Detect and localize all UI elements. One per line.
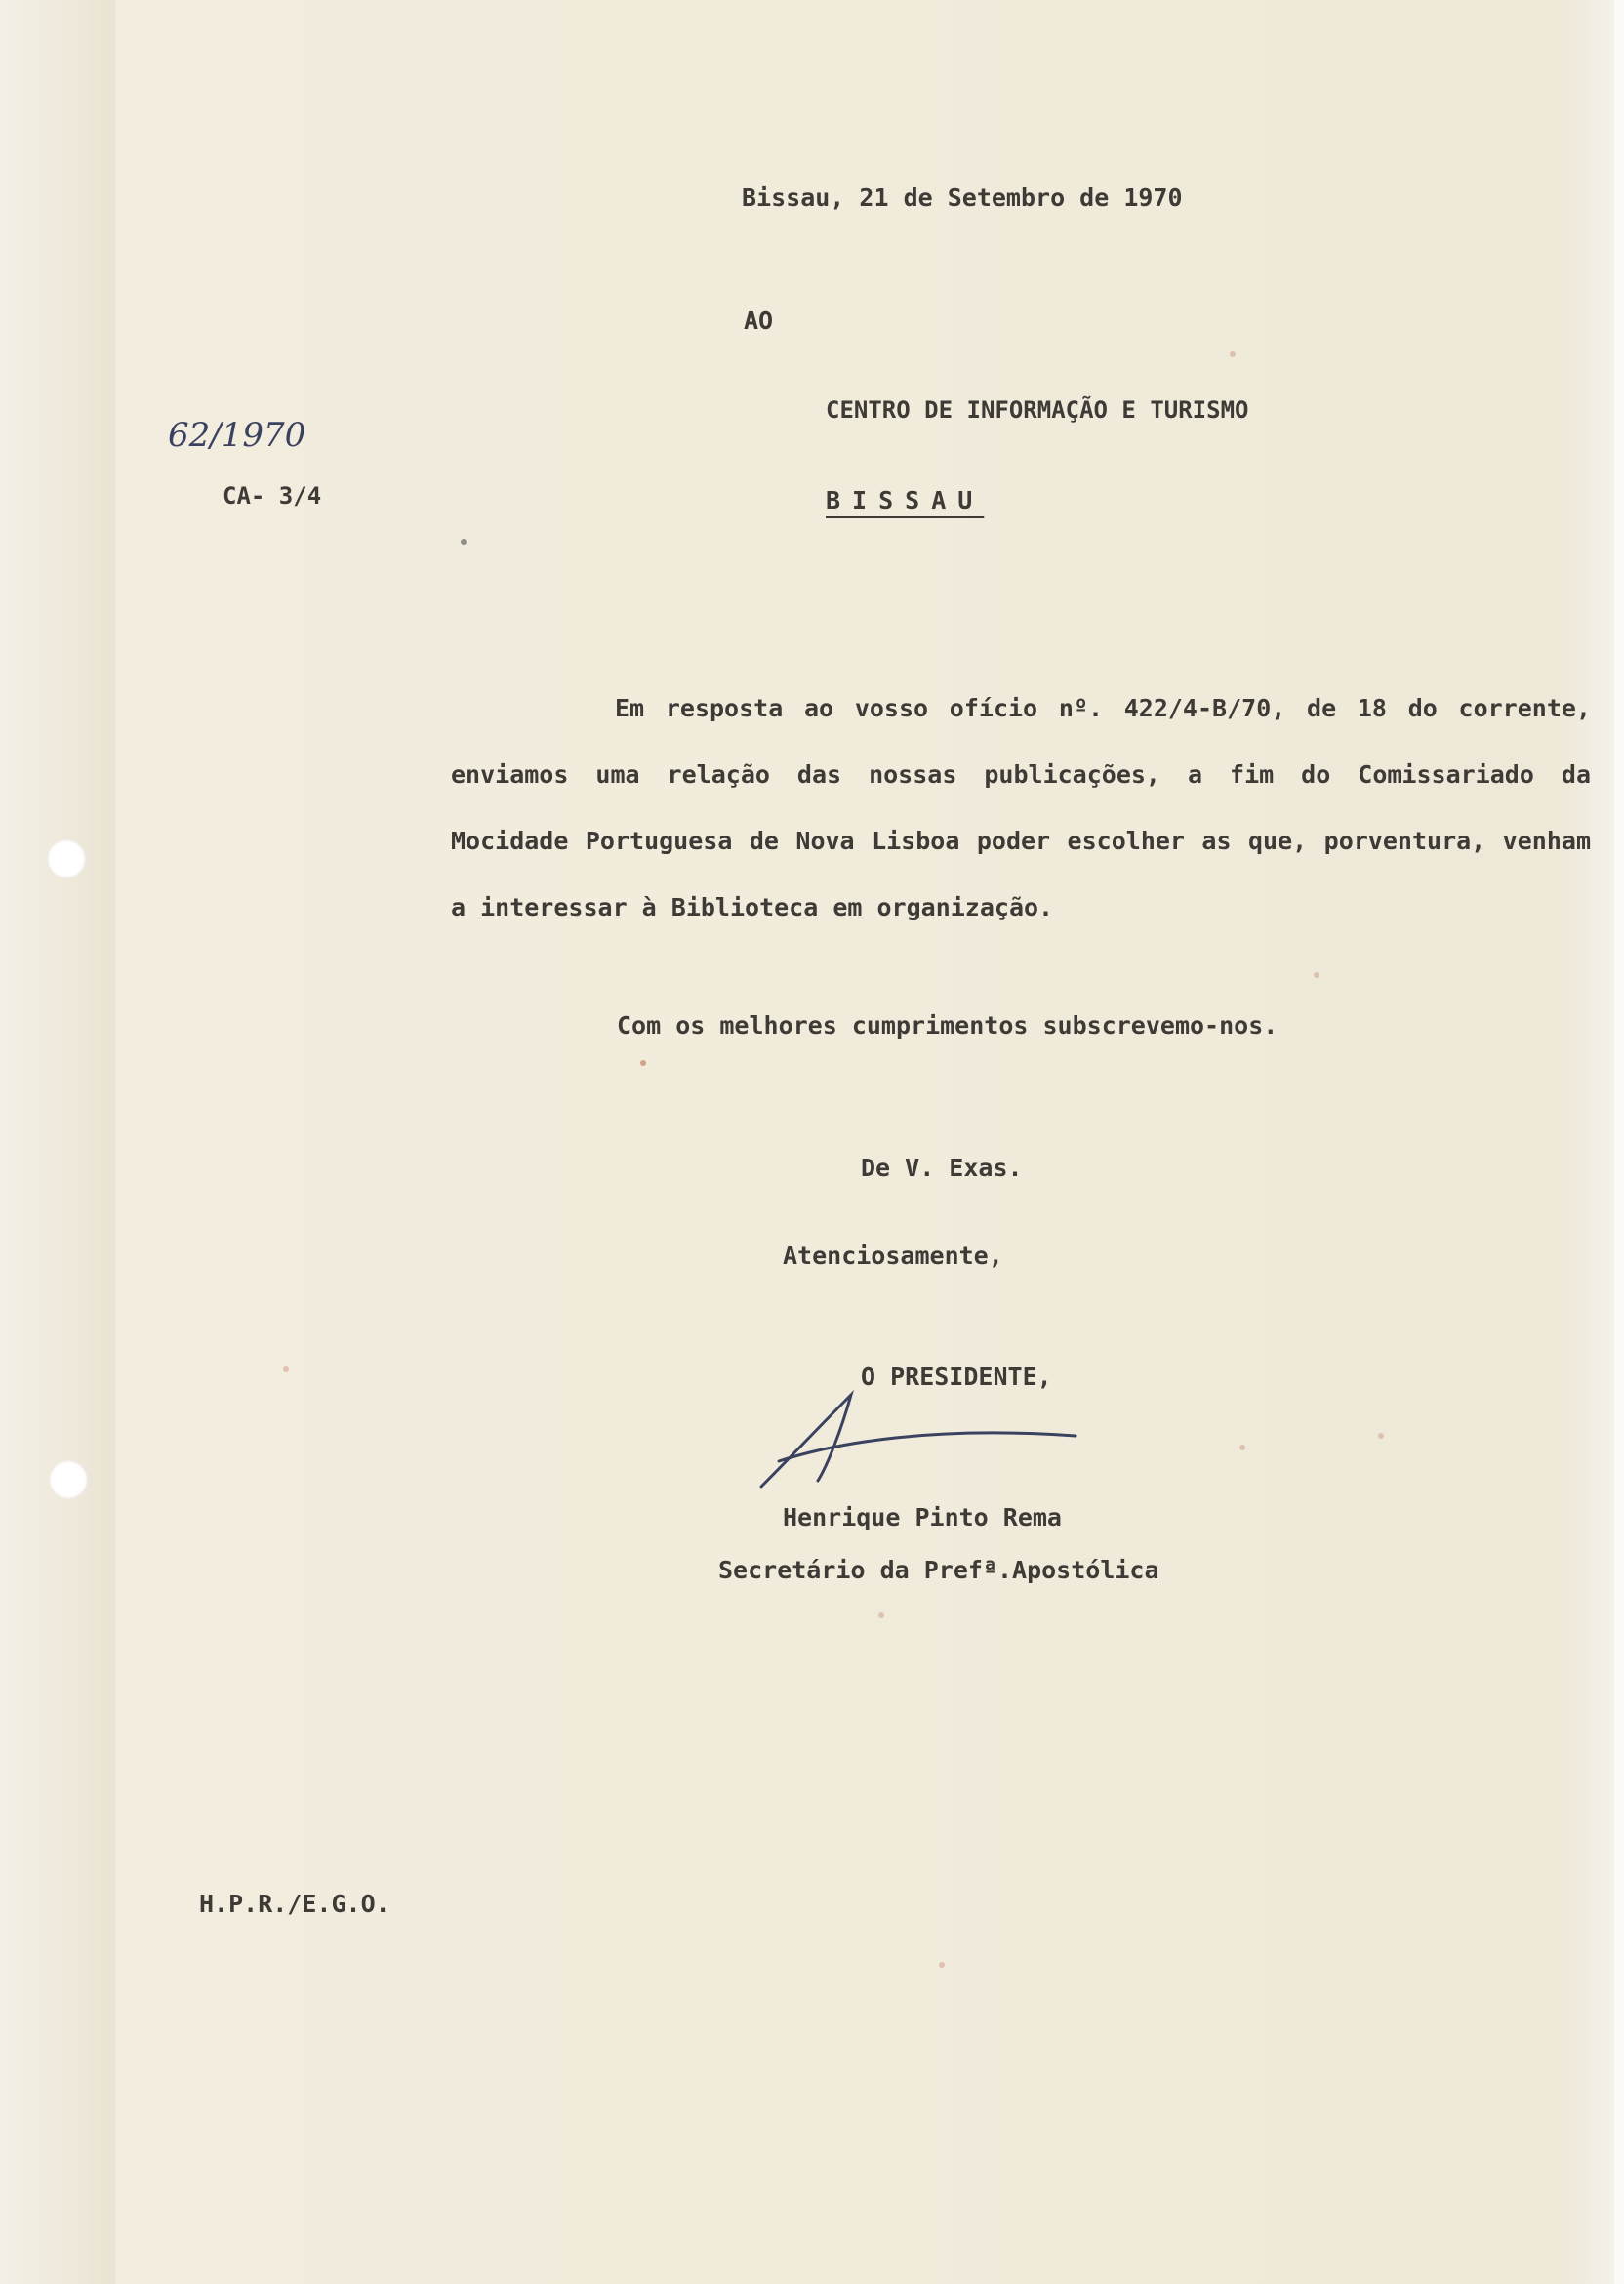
paper-speck	[1314, 972, 1320, 978]
letter-body: Em resposta ao vosso ofício nº. 422/4-B/70, de 18 do corrente, enviamos uma relação das nossas publicações, a fim do Comissariado da Mocidade Portuguesa de Nova Lisboa poder escolher as que, porventura, venham a interessar à Biblioteca em organização.	[451, 694, 1591, 921]
left-margin-strip	[0, 0, 115, 2284]
signer-title: O PRESIDENTE,	[861, 1363, 1052, 1391]
signature-scribble	[751, 1381, 1103, 1498]
paper-speck	[640, 1060, 646, 1066]
punch-hole-top	[47, 839, 86, 878]
paper-speck	[878, 1612, 884, 1618]
closing-line: Com os melhores cumprimentos subscrevemo-nos.	[617, 1011, 1279, 1040]
paper-speck	[461, 539, 467, 545]
typist-initials: H.P.R./E.G.O.	[199, 1890, 390, 1918]
paper-speck	[1230, 351, 1236, 357]
paper-speck	[1378, 1433, 1384, 1439]
signer-role: Secretário da Prefª.Apostólica	[718, 1556, 1159, 1584]
handwritten-reference: 62/1970	[168, 416, 306, 455]
file-code: CA- 3/4	[223, 482, 322, 510]
punch-hole-bottom	[49, 1460, 88, 1499]
paper-speck	[283, 1366, 289, 1372]
recipient: CENTRO DE INFORMAÇÃO E TURISMO	[826, 396, 1249, 424]
place-date: Bissau, 21 de Setembro de 1970	[742, 184, 1183, 212]
signer-name: Henrique Pinto Rema	[783, 1503, 1062, 1531]
paper-speck	[939, 1962, 945, 1968]
regards: Atenciosamente,	[783, 1242, 1003, 1270]
recipient-city: BISSAU	[826, 486, 985, 514]
right-page-edge	[1614, 0, 1624, 2284]
paper-speck	[1239, 1445, 1245, 1450]
to-prefix: AO	[744, 306, 774, 335]
salutation: De V. Exas.	[861, 1154, 1023, 1182]
